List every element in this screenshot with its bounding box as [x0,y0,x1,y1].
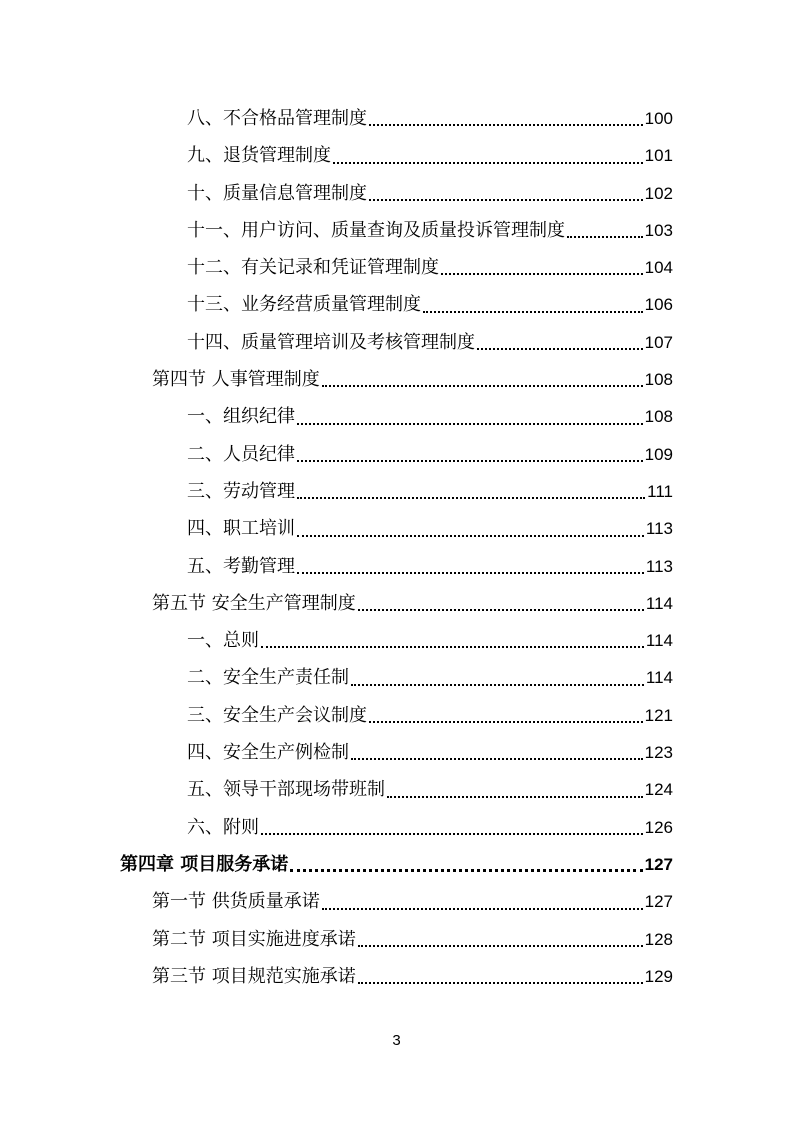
toc-entry[interactable] [0,175,793,212]
toc-entry-page: 101 [644,146,673,166]
toc-entry-page: 129 [644,966,673,986]
dot-leader [297,548,644,585]
toc-entry[interactable] [0,510,793,547]
dot-leader [290,846,642,883]
toc-entry-title: 五、考勤管理 [187,555,295,577]
toc-entry[interactable] [0,212,793,249]
toc-entry[interactable] [0,921,793,958]
toc-entry[interactable] [0,249,793,286]
toc-entry-page: 102 [644,183,673,203]
dot-leader [351,734,643,771]
toc-entry-page: 114 [645,631,673,651]
toc-entry[interactable] [0,436,793,473]
page-number: 3 [392,1032,401,1049]
toc-entry-title: 第四章 项目服务承诺 [120,853,289,875]
dot-leader [297,473,645,510]
dot-leader [333,137,643,174]
dot-leader [351,659,644,696]
toc-entry-page: 113 [645,519,673,539]
toc-entry-page: 123 [644,743,673,763]
toc-entry-title: 三、劳动管理 [187,480,295,502]
toc-entry-title: 第五节 安全生产管理制度 [152,592,356,614]
toc-entry-page: 114 [645,668,673,688]
dot-leader [261,622,644,659]
toc-entry[interactable] [0,809,793,846]
toc-entry-page: 109 [644,444,673,464]
toc-entry-title: 三、安全生产会议制度 [187,704,367,726]
toc-entry-page: 128 [644,929,673,949]
toc-entry[interactable] [0,137,793,174]
toc-entry-page: 108 [644,407,673,427]
toc-entry-title: 八、不合格品管理制度 [187,108,367,129]
dot-leader [358,958,643,995]
toc-entry-page: 111 [647,481,673,501]
toc-entry-page: 121 [644,705,673,725]
toc-entry-title: 九、退货管理制度 [187,145,331,167]
dot-leader [387,771,643,808]
dot-leader [477,324,643,361]
toc-entry-page: 103 [644,220,673,240]
dot-leader [358,585,644,622]
toc-entry[interactable] [0,548,793,585]
toc-entry-title: 五、领导干部现场带班制 [187,779,385,801]
toc-entry-page: 126 [644,817,673,837]
toc-entry[interactable] [0,622,793,659]
toc-entry-title: 第四节 人事管理制度 [152,369,320,391]
toc-entry[interactable] [0,324,793,361]
toc-entry[interactable] [0,361,793,398]
toc-entry-title: 一、组织纪律 [187,406,295,428]
toc-entry-page: 100 [644,109,673,128]
toc-entry-title: 十二、有关记录和凭证管理制度 [187,257,439,279]
toc-entry-title: 二、人员纪律 [187,443,295,465]
toc-entry[interactable] [0,398,793,435]
toc-entry[interactable] [0,734,793,771]
toc-entry-title: 二、安全生产责任制 [187,667,349,689]
dot-leader [297,398,643,435]
toc-entry-title: 第二节 项目实施进度承诺 [152,928,356,950]
toc-entry-title: 第一节 供货质量承诺 [152,891,320,913]
toc-entry[interactable] [0,286,793,323]
dot-leader [423,286,643,323]
toc-entry-page: 106 [644,295,673,315]
toc-entry-page: 113 [645,556,673,576]
toc-entry[interactable] [0,697,793,734]
toc-entry-page: 124 [644,780,673,800]
toc-entry-page: 127 [644,854,673,874]
toc-entry-title: 一、总则 [187,630,259,652]
dot-leader [358,921,643,958]
toc-entry-title: 四、职工培训 [187,518,295,540]
dot-leader [297,510,644,547]
dot-leader [567,212,643,249]
toc-entry-page: 114 [645,593,673,613]
toc-entry[interactable] [0,846,793,883]
toc-entry-title: 第三节 项目规范实施承诺 [152,965,356,987]
toc-entry[interactable] [0,771,793,808]
toc-entry[interactable] [0,473,793,510]
dot-leader [369,175,643,212]
toc-entry-page: 104 [644,258,673,278]
dot-leader [322,883,643,920]
table-of-contents [0,100,793,995]
toc-entry[interactable] [0,100,793,137]
toc-entry-title: 十四、质量管理培训及考核管理制度 [187,331,475,353]
toc-entry-page: 108 [644,370,673,390]
toc-entry-title: 十、质量信息管理制度 [187,182,367,204]
toc-entry[interactable] [0,883,793,920]
toc-entry-title: 十一、用户访问、质量查询及质量投诉管理制度 [187,219,565,241]
toc-entry[interactable] [0,958,793,995]
toc-entry[interactable] [0,585,793,622]
toc-entry-title: 四、安全生产例检制 [187,742,349,764]
toc-entry-title: 十三、业务经营质量管理制度 [187,294,421,316]
toc-entry[interactable] [0,659,793,696]
toc-entry-page: 107 [644,332,673,352]
toc-entry-title: 六、附则 [187,816,259,838]
dot-leader [322,361,643,398]
toc-entry-page: 127 [644,892,673,912]
dot-leader [369,100,643,137]
dot-leader [369,697,643,734]
dot-leader [297,436,643,473]
dot-leader [261,809,643,846]
dot-leader [441,249,643,286]
